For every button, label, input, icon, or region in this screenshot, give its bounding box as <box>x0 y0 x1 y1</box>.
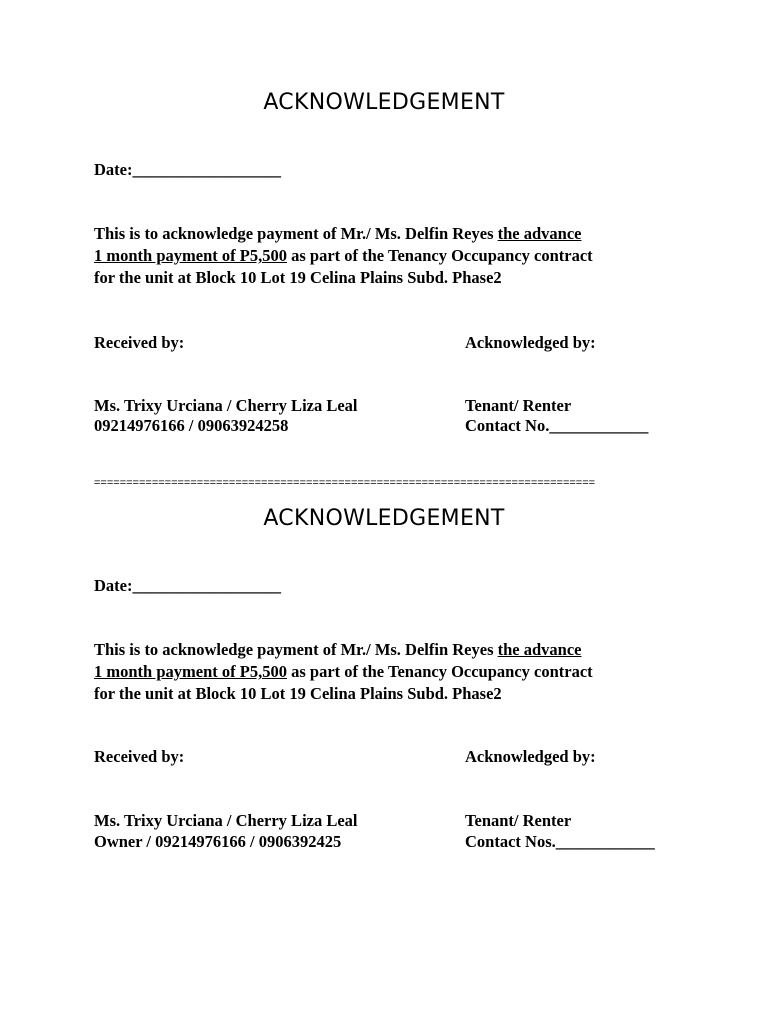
advance-text: the advance <box>497 640 582 659</box>
payment-text: This is to acknowledge payment of Mr./ Ms. Delfin Reyes <box>94 640 498 659</box>
payment-line-1 <box>94 639 582 661</box>
receiver-contact: 09214976166 / 09063924258 <box>94 416 289 435</box>
received-by-label: Received by: <box>94 747 185 766</box>
contract-text: as part of the Tenancy Occupancy contract <box>286 246 593 265</box>
payment-amount: 1 month payment of P5,500 <box>94 662 287 681</box>
section-separator: ============================================================================== <box>94 477 596 489</box>
payment-line-2 <box>94 661 593 683</box>
section-title: ACKNOWLEDGEMENT <box>263 90 505 115</box>
acknowledged-by-label: Acknowledged by: <box>465 747 596 766</box>
acknowledged-by-label: Acknowledged by: <box>465 333 596 352</box>
contract-text: as part of the Tenancy Occupancy contract <box>286 662 593 681</box>
tenant-label: Tenant/ Renter <box>465 811 572 830</box>
section-title: ACKNOWLEDGEMENT <box>263 506 505 531</box>
date-field: Date:__________________ <box>94 576 281 595</box>
receiver-contact: Owner / 09214976166 / 0906392425 <box>94 832 342 851</box>
received-by-label: Received by: <box>94 333 185 352</box>
unit-address: for the unit at Block 10 Lot 19 Celina Plains Subd. Phase2 <box>94 268 502 287</box>
tenant-label: Tenant/ Renter <box>465 396 572 415</box>
payment-amount: 1 month payment of P5,500 <box>94 246 287 265</box>
unit-address: for the unit at Block 10 Lot 19 Celina Plains Subd. Phase2 <box>94 684 502 703</box>
advance-text: the advance <box>497 224 582 243</box>
tenant-contact: Contact No.____________ <box>465 416 649 435</box>
payment-text: This is to acknowledge payment of Mr./ Ms. Delfin Reyes <box>94 224 498 243</box>
payment-line-1 <box>94 223 582 245</box>
receiver-names: Ms. Trixy Urciana / Cherry Liza Leal <box>94 396 358 415</box>
date-field: Date:__________________ <box>94 160 281 179</box>
payment-line-2 <box>94 245 593 267</box>
tenant-contact: Contact Nos.____________ <box>465 832 655 851</box>
receiver-names: Ms. Trixy Urciana / Cherry Liza Leal <box>94 811 358 830</box>
